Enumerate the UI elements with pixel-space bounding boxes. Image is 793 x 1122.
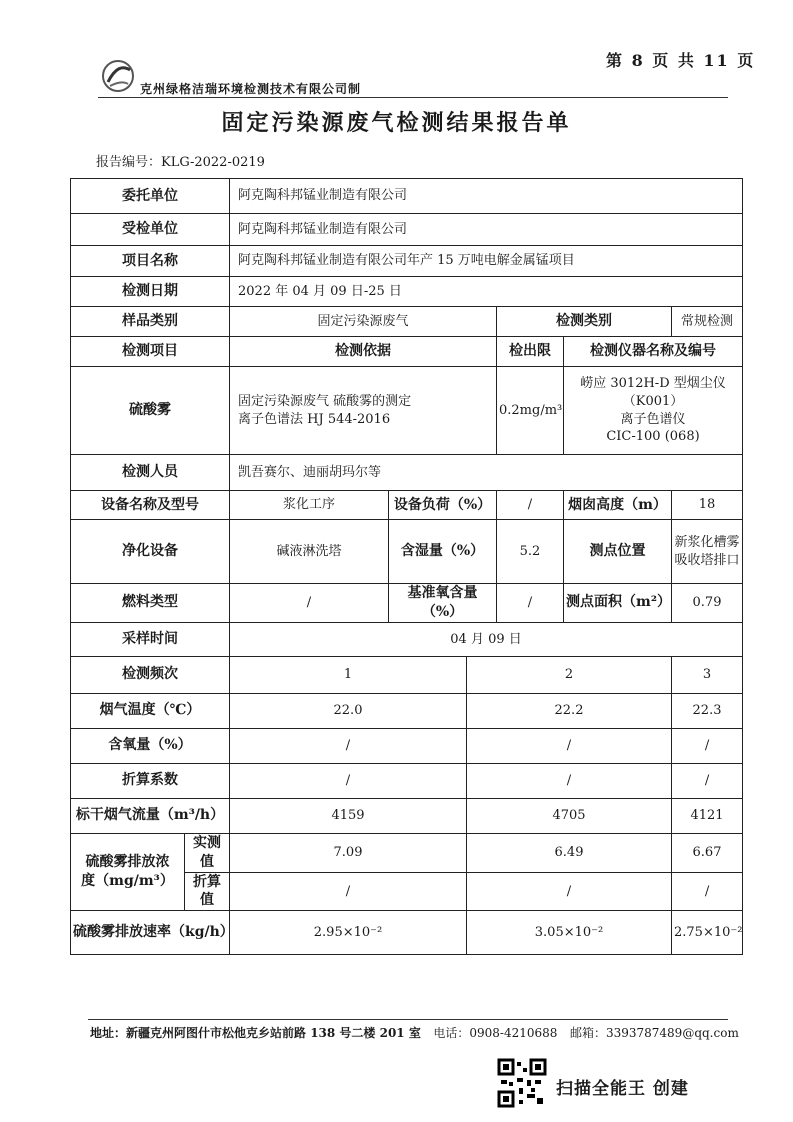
method-instrument bbox=[564, 367, 743, 455]
oxygen-ref-value: / bbox=[497, 584, 564, 623]
converted-3: / bbox=[672, 872, 743, 911]
freq-label: 检测频次 bbox=[71, 656, 230, 693]
personnel-label: 检测人员 bbox=[71, 455, 230, 491]
table-row bbox=[71, 693, 743, 728]
conc-label-line-2: 度（mg/m³） bbox=[81, 873, 174, 890]
project-value: 阿克陶科邦锰业制造有限公司年产 15 万吨电解金属锰项目 bbox=[230, 246, 743, 277]
temp-3: 22.3 bbox=[672, 693, 743, 728]
category-label: 检测类别 bbox=[497, 307, 672, 337]
table-row bbox=[71, 656, 743, 693]
temp-label: 烟气温度（℃） bbox=[71, 693, 230, 728]
equip-load-label: 设备负荷（%） bbox=[389, 491, 497, 520]
flow-1: 4159 bbox=[230, 798, 467, 833]
stack-label: 烟囱高度（m） bbox=[564, 491, 672, 520]
basis-line-2: 离子色谱法 HJ 544-2016 bbox=[238, 411, 391, 427]
oxygen-ref-label: 基准氧含量（%） bbox=[389, 584, 497, 623]
flow-2: 4705 bbox=[467, 798, 672, 833]
table-row bbox=[71, 337, 743, 367]
instrument-line-4: CIC-100 (068) bbox=[606, 429, 700, 445]
instrument-line-3: 离子色谱仪 bbox=[620, 411, 686, 427]
method-limit: 0.2mg/m³ bbox=[497, 367, 564, 455]
flow-label: 标干烟气流量（m³/h） bbox=[71, 798, 230, 833]
table-row bbox=[71, 622, 743, 656]
table-row bbox=[71, 520, 743, 584]
limit-header: 检出限 bbox=[497, 337, 564, 367]
sampling-label: 采样时间 bbox=[71, 622, 230, 656]
table-row bbox=[71, 246, 743, 277]
moisture-value: 5.2 bbox=[497, 520, 564, 584]
qr-code-icon bbox=[497, 1058, 547, 1108]
header-divider bbox=[98, 97, 728, 98]
conc-label-line-1: 硫酸雾排放浓 bbox=[85, 854, 170, 871]
o2-1: / bbox=[230, 728, 467, 763]
table-row bbox=[71, 763, 743, 798]
page-indicator: 第 8 页 共 11 页 bbox=[606, 51, 756, 70]
table-row bbox=[71, 214, 743, 246]
conc-label bbox=[71, 833, 185, 911]
rate-1: 2.95×10⁻² bbox=[230, 911, 467, 955]
address-value: 新疆克州阿图什市松他克乡站前路 138 号二楼 201 室 bbox=[126, 1026, 421, 1040]
client-value: 阿克陶科邦锰业制造有限公司 bbox=[230, 179, 743, 214]
table-row bbox=[71, 833, 743, 872]
email-value: 邮箱：3393787489@qq.com bbox=[569, 1026, 739, 1040]
rate-3: 2.75×10⁻² bbox=[672, 911, 743, 955]
instrument-line-2: （K001） bbox=[622, 393, 684, 409]
measured-label: 实测值 bbox=[185, 833, 230, 872]
scanner-watermark: 扫描全能王 创建 bbox=[556, 1079, 689, 1099]
area-value: 0.79 bbox=[672, 584, 743, 623]
sample-label: 样品类别 bbox=[71, 307, 230, 337]
equip-name-value: 浆化工序 bbox=[230, 491, 389, 520]
table-row bbox=[71, 455, 743, 491]
temp-1: 22.0 bbox=[230, 693, 467, 728]
category-value: 常规检测 bbox=[672, 307, 743, 337]
personnel-value: 凯吾赛尔、迪丽胡玛尔等 bbox=[230, 455, 743, 491]
freq-3: 3 bbox=[672, 656, 743, 693]
factor-2: / bbox=[467, 763, 672, 798]
purify-label: 净化设备 bbox=[71, 520, 230, 584]
phone-value: 电话：0908-4210688 bbox=[433, 1026, 558, 1040]
measured-2: 6.49 bbox=[467, 833, 672, 872]
instrument-header: 检测仪器名称及编号 bbox=[564, 337, 743, 367]
measured-1: 7.09 bbox=[230, 833, 467, 872]
o2-3: / bbox=[672, 728, 743, 763]
point-value: 新浆化槽雾吸收塔排口 bbox=[672, 520, 743, 584]
table-row bbox=[71, 911, 743, 955]
method-item: 硫酸雾 bbox=[71, 367, 230, 455]
purify-value: 碱液淋洗塔 bbox=[230, 520, 389, 584]
point-label: 测点位置 bbox=[564, 520, 672, 584]
basis-header: 检测依据 bbox=[230, 337, 497, 367]
report-title: 固定污染源废气检测结果报告单 bbox=[221, 110, 572, 136]
equip-load-value: / bbox=[497, 491, 564, 520]
factor-3: / bbox=[672, 763, 743, 798]
basis-line-1: 固定污染源废气 硫酸雾的测定 bbox=[238, 393, 412, 409]
table-row bbox=[71, 179, 743, 214]
factor-1: / bbox=[230, 763, 467, 798]
converted-2: / bbox=[467, 872, 672, 911]
flow-3: 4121 bbox=[672, 798, 743, 833]
table-row bbox=[71, 367, 743, 455]
stack-value: 18 bbox=[672, 491, 743, 520]
method-basis bbox=[230, 367, 497, 455]
table-row bbox=[71, 277, 743, 307]
footer-contact bbox=[90, 1024, 739, 1041]
rate-2: 3.05×10⁻² bbox=[467, 911, 672, 955]
project-label: 项目名称 bbox=[71, 246, 230, 277]
fuel-label: 燃料类型 bbox=[71, 584, 230, 623]
moisture-label: 含湿量（%） bbox=[389, 520, 497, 584]
measured-3: 6.67 bbox=[672, 833, 743, 872]
converted-1: / bbox=[230, 872, 467, 911]
report-number: 报告编号：KLG-2022-0219 bbox=[96, 155, 265, 170]
factor-label: 折算系数 bbox=[71, 763, 230, 798]
o2-label: 含氧量（%） bbox=[71, 728, 230, 763]
results-table bbox=[70, 178, 743, 955]
footer-divider bbox=[88, 1019, 728, 1020]
address-label: 地址： bbox=[90, 1026, 127, 1040]
table-row bbox=[71, 798, 743, 833]
inspected-label: 受检单位 bbox=[71, 214, 230, 246]
inspected-value: 阿克陶科邦锰业制造有限公司 bbox=[230, 214, 743, 246]
date-value: 2022 年 04 月 09 日-25 日 bbox=[230, 277, 743, 307]
company-logo bbox=[100, 58, 136, 94]
client-label: 委托单位 bbox=[71, 179, 230, 214]
freq-1: 1 bbox=[230, 656, 467, 693]
freq-2: 2 bbox=[467, 656, 672, 693]
temp-2: 22.2 bbox=[467, 693, 672, 728]
o2-2: / bbox=[467, 728, 672, 763]
item-header: 检测项目 bbox=[71, 337, 230, 367]
converted-label: 折算值 bbox=[185, 872, 230, 911]
equip-name-label: 设备名称及型号 bbox=[71, 491, 230, 520]
table-row bbox=[71, 307, 743, 337]
table-row bbox=[71, 584, 743, 623]
date-label: 检测日期 bbox=[71, 277, 230, 307]
fuel-value: / bbox=[230, 584, 389, 623]
table-row bbox=[71, 728, 743, 763]
rate-label: 硫酸雾排放速率（kg/h） bbox=[71, 911, 230, 955]
sample-value: 固定污染源废气 bbox=[230, 307, 497, 337]
area-label: 测点面积（m²） bbox=[564, 584, 672, 623]
company-name: 克州绿格洁瑞环境检测技术有限公司制 bbox=[140, 82, 362, 96]
table-row bbox=[71, 491, 743, 520]
instrument-line-1: 崂应 3012H-D 型烟尘仪 bbox=[580, 376, 726, 392]
sampling-value: 04 月 09 日 bbox=[230, 622, 743, 656]
